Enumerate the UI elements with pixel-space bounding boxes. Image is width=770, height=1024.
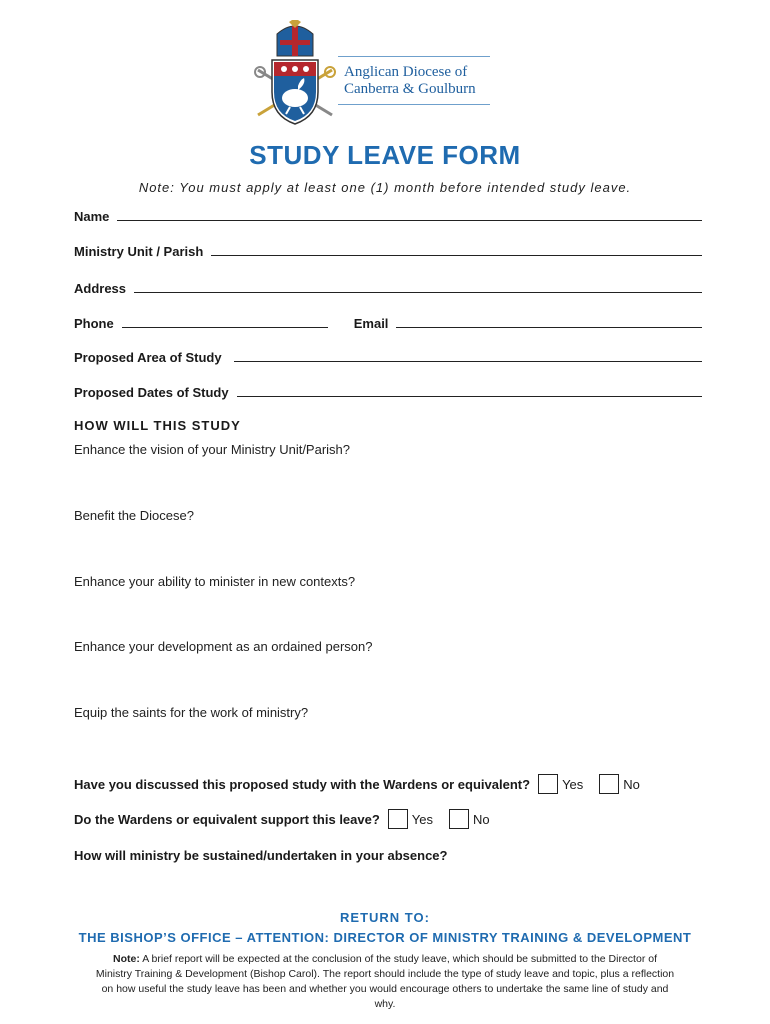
yes-label: Yes <box>562 776 584 792</box>
phone-label: Phone <box>74 316 114 331</box>
report-note-label: Note: <box>113 953 140 965</box>
name-label: Name <box>74 209 110 224</box>
logo-rule-bottom <box>338 104 490 105</box>
yes-label: Yes <box>411 811 434 827</box>
crest-icon <box>250 20 340 128</box>
address-field-row <box>74 276 702 296</box>
org-name-line2: Canberra & Goulburn <box>344 81 476 97</box>
wardens-discussed-yes-checkbox[interactable] <box>538 774 558 794</box>
wardens-support-label: Do the Wardens or equivalent support this leave? <box>74 811 380 827</box>
wardens-support-row <box>74 809 490 829</box>
wardens-support-no-checkbox[interactable] <box>449 809 469 829</box>
sustain-question: How will ministry be sustained/undertaken in your absence? <box>74 848 448 863</box>
return-to-heading: RETURN TO: <box>340 910 430 925</box>
ministry-unit-field[interactable] <box>211 254 702 256</box>
address-field[interactable] <box>134 291 702 293</box>
form-note: Note: You must apply at least one (1) month before intended study leave. <box>138 180 632 195</box>
address-label: Address <box>74 281 127 296</box>
wardens-discussed-no-checkbox[interactable] <box>599 774 619 794</box>
dates-of-study-label: Proposed Dates of Study <box>74 385 229 400</box>
wardens-discussed-row <box>74 774 640 794</box>
question-diocese: Benefit the Diocese? <box>74 508 194 523</box>
email-label: Email <box>353 316 389 331</box>
question-new-contexts: Enhance your ability to minister in new contexts? <box>74 574 356 589</box>
name-field-row <box>74 204 702 224</box>
area-of-study-field[interactable] <box>234 360 702 362</box>
phone-email-row <box>74 311 702 331</box>
ministry-unit-label: Ministry Unit / Parish <box>74 244 204 259</box>
section-heading: HOW WILL THIS STUDY <box>74 418 241 433</box>
org-name-line1: Anglican Diocese of <box>344 64 468 80</box>
phone-field[interactable] <box>122 326 328 328</box>
name-field[interactable] <box>117 219 702 221</box>
no-label: No <box>473 811 490 827</box>
return-to-address: THE BISHOP’S OFFICE – ATTENTION: DIRECTOR OF MINISTRY TRAINING & DEVELOPMENT <box>78 930 692 945</box>
wardens-support-yes-checkbox[interactable] <box>388 809 408 829</box>
area-of-study-row <box>74 345 702 365</box>
org-name <box>344 64 476 98</box>
logo-rule-top <box>338 56 490 57</box>
dates-of-study-row <box>74 380 702 400</box>
report-note <box>95 952 675 1012</box>
dates-of-study-field[interactable] <box>237 395 702 397</box>
wardens-discussed-label: Have you discussed this proposed study with the Wardens or equivalent? <box>74 776 531 792</box>
area-of-study-label: Proposed Area of Study <box>74 350 222 365</box>
report-note-text: A brief report will be expected at the conclusion of the study leave, which should be submitted to the Director of Ministry Training & Development (Bishop Carol). The report should include the type of study leave and topic, plus a reflection on how useful the study leave has been and whether you would encourage others to undertake the same line of study and why. <box>95 953 675 1010</box>
question-equip-saints: Equip the saints for the work of ministry? <box>74 705 309 720</box>
ministry-unit-field-row <box>74 239 702 259</box>
diocese-logo <box>250 20 500 128</box>
form-title: STUDY LEAVE FORM <box>249 140 521 170</box>
email-field[interactable] <box>396 326 702 328</box>
no-label: No <box>623 776 640 792</box>
question-development: Enhance your development as an ordained person? <box>74 639 373 654</box>
question-vision: Enhance the vision of your Ministry Unit/Parish? <box>74 442 351 457</box>
